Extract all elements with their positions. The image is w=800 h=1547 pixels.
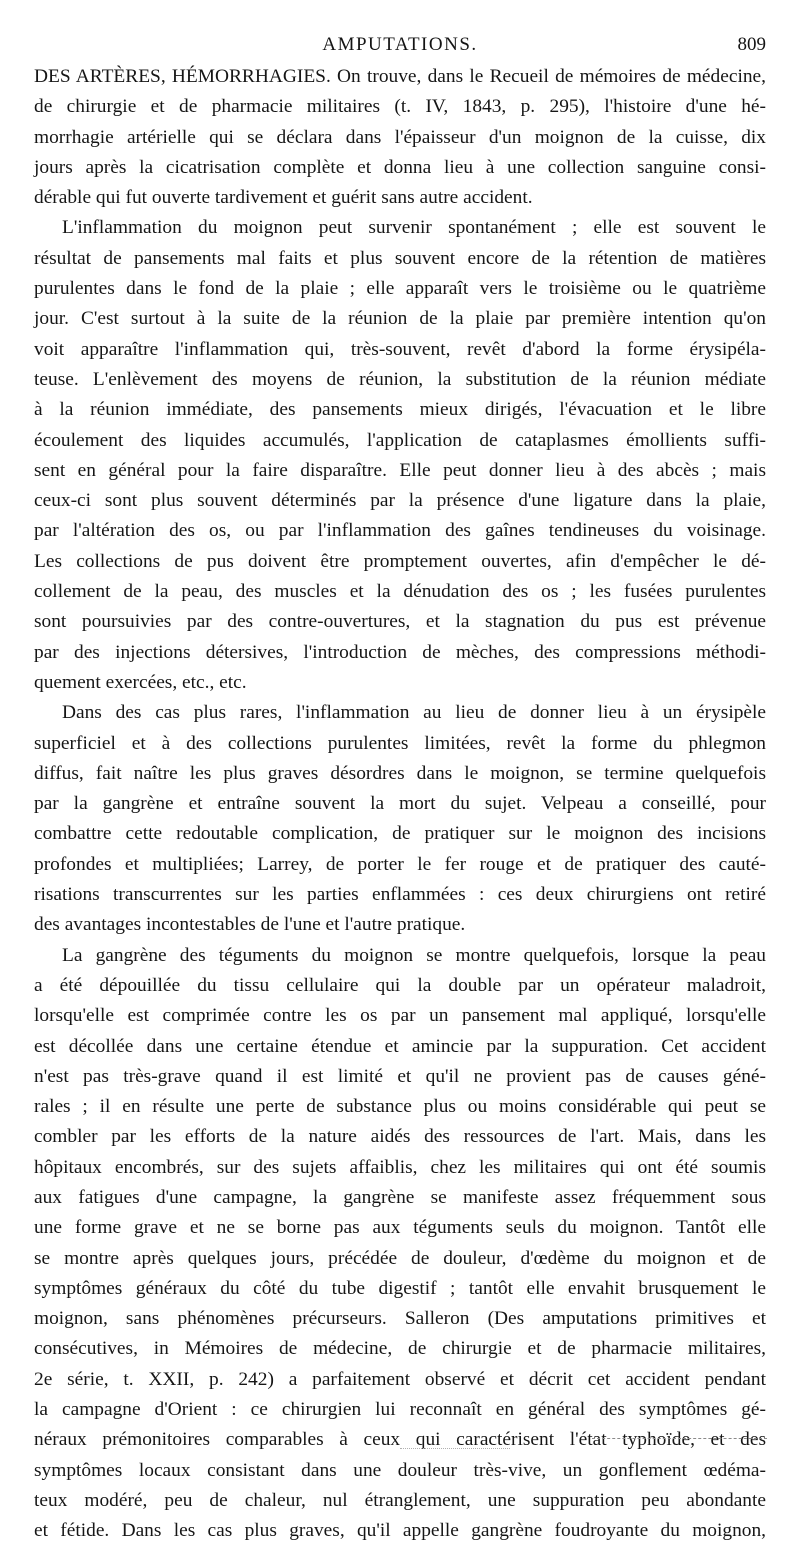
text-line: risations transcurrentes sur les parties enflammées : ces deux chirurgiens ont retiré [34,884,766,906]
text-line: Dans des cas plus rares, l'inflammation au lieu de donner lieu à un érysipèle [62,702,766,724]
text-line: voit apparaître l'inflammation qui, très-souvent, revêt d'abord la forme érysipéla- [34,338,766,360]
text-line: rales ; il en résulte une perte de substance plus ou moins considérable qui peut se [34,1096,766,1118]
text-line: purulentes dans le fond de la plaie ; elle apparaît vers le troisième ou le quatrième [34,278,766,300]
text-line: à la réunion immédiate, des pansements mieux dirigés, l'évacuation et le libre [34,399,766,421]
text-line: par la gangrène et entraîne souvent la mort du sujet. Velpeau a conseillé, pour [34,793,766,815]
text-line: jour. C'est surtout à la suite de la réunion de la plaie par première intention qu'on [34,308,766,330]
text-line: et fétide. Dans les cas plus graves, qu'il appelle gangrène foudroyante du moignon, [34,1520,766,1542]
text-line: la campagne d'Orient : ce chirurgien lui reconnaît en général des symptômes gé- [34,1399,766,1421]
footer-dotted-mark [400,1448,510,1449]
text-line: une forme grave et ne se borne pas aux téguments seuls du moignon. Tantôt elle [34,1217,766,1239]
text-line: n'est pas très-grave quand il est limité et qu'il ne provient pas de causes géné- [34,1065,766,1087]
text-line: se montre après quelques jours, précédée de douleur, d'œdème du moignon et de [34,1247,766,1269]
text-line: aux fatigues d'une campagne, la gangrène se manifeste assez fréquemment sous [34,1186,766,1208]
text-line: 2e série, t. XXII, p. 242) a parfaitement observé et décrit cet accident pendant [34,1368,766,1390]
text-line: jours après la cicatrisation complète et donna lieu à une collection sanguine consi- [34,156,766,178]
text-line: par l'altération des os, ou par l'inflammation des gaînes tendineuses du voisinage. [34,520,766,542]
text-line: Les collections de pus doivent être promptement ouvertes, afin d'empêcher le dé- [34,550,766,572]
text-line: hôpitaux encombrés, sur des sujets affaiblis, chez les militaires qui ont été soumis [34,1156,766,1178]
text-line: est décollée dans une certaine étendue et amincie par la suppuration. Cet accident [34,1035,766,1057]
text-line: de chirurgie et de pharmacie militaires (t. IV, 1843, p. 295), l'histoire d'une hé- [34,96,766,118]
text-line: écoulement des liquides accumulés, l'application de cataplasmes émollients suffi- [34,429,766,451]
text-line: morrhagie artérielle qui se déclara dans l'épaisseur d'un moignon de la cuisse, dix [34,126,766,148]
text-line: a été dépouillée du tissu cellulaire qui la double par un opérateur maladroit, [34,974,766,996]
footer-dashed-rule [592,1438,767,1439]
running-title: AMPUTATIONS. [322,34,478,55]
text-line: L'inflammation du moignon peut survenir spontanément ; elle est souvent le [62,217,766,239]
text-line: néraux prémonitoires comparables à ceux qui caractérisent l'état typhoïde, et des [34,1429,766,1451]
text-line: quement exercées, etc., etc. [34,671,247,693]
text-line: combattre cette redoutable complication, de pratiquer sur le moignon des incisions [34,823,766,845]
text-line: symptômes généraux du côté du tube digestif ; tantôt elle envahit brusquement le [34,1277,766,1299]
text-line: par des injections détersives, l'introduction de mèches, des compressions méthodi- [34,641,766,663]
page-number: 809 [737,34,766,55]
text-line: teux modéré, peu de chaleur, nul étranglement, une suppuration peu abondante [34,1489,766,1511]
text-line: profondes et multipliées; Larrey, de porter le fer rouge et de pratiquer des cauté- [34,853,766,875]
text-line: des avantages incontestables de l'une et l'autre pratique. [34,914,466,936]
text-line: ceux-ci sont plus souvent déterminés par la présence d'une ligature dans la plaie, [34,490,766,512]
text-line: superficiel et à des collections purulentes limitées, revêt la forme du phlegmon [34,732,766,754]
text-line: teuse. L'enlèvement des moyens de réunion, la substitution de la réunion médiate [34,368,766,390]
text-line: combler par les efforts de la nature aidés des ressources de l'art. Mais, dans les [34,1126,766,1148]
text-line: La gangrène des téguments du moignon se montre quelquefois, lorsque la peau [62,944,766,966]
text-line: lorsqu'elle est comprimée contre les os par un pansement mal appliqué, lorsqu'elle [34,1005,766,1027]
text-line: symptômes locaux consistant dans une douleur très-vive, un gonflement œdéma- [34,1459,766,1481]
text-line: résultat de pansements mal faits et plus souvent encore de la rétention de matières [34,247,766,269]
text-line: sent en général pour la faire disparaître. Elle peut donner lieu à des abcès ; mais [34,459,766,481]
text-line: dérable qui fut ouverte tardivement et guérit sans autre accident. [34,187,533,209]
text-line: sont poursuivies par des contre-ouvertures, et la stagnation du pus est prévenue [34,611,766,633]
text-line: consécutives, in Mémoires de médecine, de chirurgie et de pharmacie militaires, [34,1338,766,1360]
page-header [34,34,766,60]
text-line: DES ARTÈRES, HÉMORRHAGIES. On trouve, dans le Recueil de mémoires de médecine, [34,66,766,87]
body-text [34,62,766,1547]
text-line: moignon, sans phénomènes précurseurs. Salleron (Des amputations primitives et [34,1308,766,1330]
text-line: diffus, fait naître les plus graves désordres dans le moignon, se termine quelquefois [34,762,766,784]
text-line: collement de la peau, des muscles et la dénudation des os ; les fusées purulentes [34,581,766,603]
